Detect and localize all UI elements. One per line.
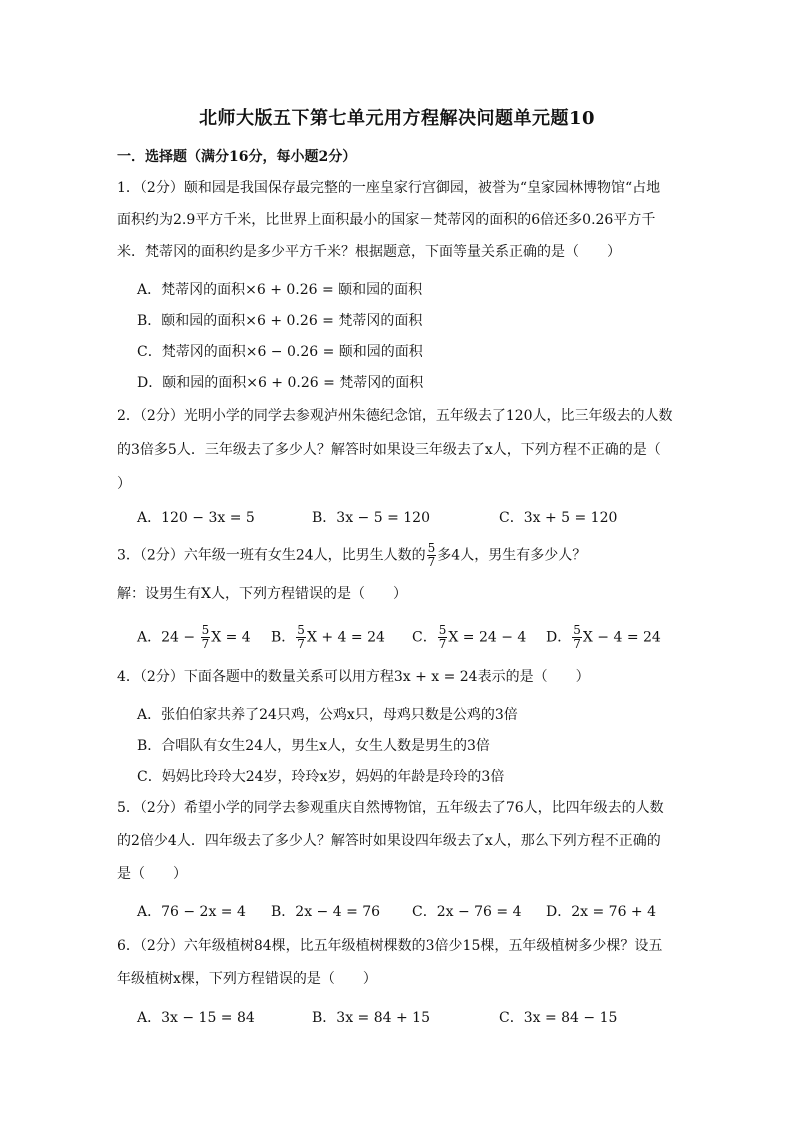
q3-option-c-start: C． [412,629,437,646]
q1-option-c: C．梵蒂冈的面积×6 − 0.26 = 颐和园的面积 [137,344,423,360]
fraction-denominator: 7 [427,555,436,569]
q3-line-1 [117,542,586,569]
q5-line-3: 是（ ） [117,866,187,882]
q6-line-2: 年级植树x棵，下列方程错误的是（ ） [117,971,377,987]
q5-option-a: A．76 − 2x = 4 [137,904,246,920]
q3-line-1-end: 多4人，男生有多少人？ [437,547,587,564]
q5-line-2: 的2倍少4人．四年级去了多少人？解答时如果设四年级去了x人，那么下列方程不正确的 [117,833,661,849]
fraction-denominator: 7 [297,637,305,651]
q1-option-a: A．梵蒂冈的面积×6 + 0.26 = 颐和园的面积 [137,282,423,298]
q5-line-1: 5．（2分）希望小学的同学去参观重庆自然博物馆，五年级去了76人，比四年级去的人数 [117,800,664,816]
fraction-denominator: 7 [573,637,581,651]
q3-option-d-start: D． [546,629,572,646]
fraction [201,624,211,651]
q3-option-b-end: X + 4 = 24 [306,629,385,646]
q6-option-c: C．3x = 84 − 15 [499,1010,618,1026]
q3-option-d [546,624,661,651]
q5-option-b: B．2x − 4 = 76 [271,904,381,920]
q2-line-2: 的3倍多5人．三年级去了多少人？解答时如果设三年级去了x人，下列方程不正确的是（ [117,442,661,458]
q3-line-1-start: 3．（2分）六年级一班有女生24人，比男生人数的 [117,547,426,564]
q1-line-2: 面积约为2.9平方千米，比世界上面积最小的国家－梵蒂冈的面积的6倍还多0.26平方千 [117,212,656,228]
q5-option-c: C．2x − 76 = 4 [412,904,522,920]
q2-option-c: C．3x + 5 = 120 [499,510,618,526]
q2-option-b: B．3x − 5 = 120 [312,510,430,526]
q4-option-c: C．妈妈比玲玲大24岁，玲玲x岁，妈妈的年龄是玲玲的3倍 [137,769,505,785]
q2-line-3: ） [117,476,131,492]
q2-option-a: A．120 − 3x = 5 [137,510,255,526]
q5-option-d: D．2x = 76 + 4 [546,904,657,920]
fraction [296,624,306,651]
q4-line-1: 4．（2分）下面各题中的数量关系可以用方程3x + x = 24表示的是（ ） [117,669,590,685]
fraction [572,624,582,651]
fraction-numerator: 5 [297,623,305,637]
fraction-numerator: 5 [201,623,210,637]
q3-option-b-start: B． [271,629,296,646]
q3-option-a-start: A．24 − [137,629,200,646]
q3-option-d-end: X − 4 = 24 [582,629,661,646]
q3-option-a [137,624,251,651]
q6-line-1: 6．（2分）六年级植树84棵，比五年级植树棵数的3倍少15棵，五年级植树多少棵？设五 [117,938,663,954]
q2-line-1: 2．（2分）光明小学的同学去参观泸州朱德纪念馆，五年级去了120人，比三年级去的人数 [117,408,673,424]
q4-option-b: B．合唱队有女生24人，男生x人，女生人数是男生的3倍 [137,738,490,754]
fraction-numerator: 5 [438,623,447,637]
q1-line-3: 米．梵蒂冈的面积约是多少平方千米？根据题意，下面等量关系正确的是（ ） [117,244,621,260]
section-heading: 一．选择题（满分16分，每小题2分） [117,149,357,165]
fraction-denominator: 7 [438,637,447,651]
q3-option-c-end: X = 24 − 4 [448,629,527,646]
q6-option-b: B．3x = 84 + 15 [312,1010,430,1026]
q1-option-b: B．颐和园的面积×6 + 0.26 = 梵蒂冈的面积 [137,313,423,329]
q3-option-a-end: X = 4 [211,629,251,646]
q6-option-a: A．3x − 15 = 84 [137,1010,255,1026]
fraction [438,624,448,651]
q1-option-d: D．颐和园的面积×6 + 0.26 = 梵蒂冈的面积 [137,375,424,391]
q3-option-b [271,624,385,651]
fraction [427,542,437,569]
q4-option-a: A．张伯伯家共养了24只鸡，公鸡x只，母鸡只数是公鸡的3倍 [137,707,518,723]
q3-line-2: 解：设男生有X人，下列方程错误的是（ ） [117,586,407,602]
fraction-denominator: 7 [201,637,210,651]
fraction-numerator: 5 [427,541,436,555]
page-title: 北师大版五下第七单元用方程解决问题单元题10 [198,108,596,129]
fraction-numerator: 5 [573,623,581,637]
q3-option-c [412,624,526,651]
q1-line-1: 1．（2分）颐和园是我国保存最完整的一座皇家行宫御园，被誉为“皇家园林博物馆“占地 [117,180,661,196]
